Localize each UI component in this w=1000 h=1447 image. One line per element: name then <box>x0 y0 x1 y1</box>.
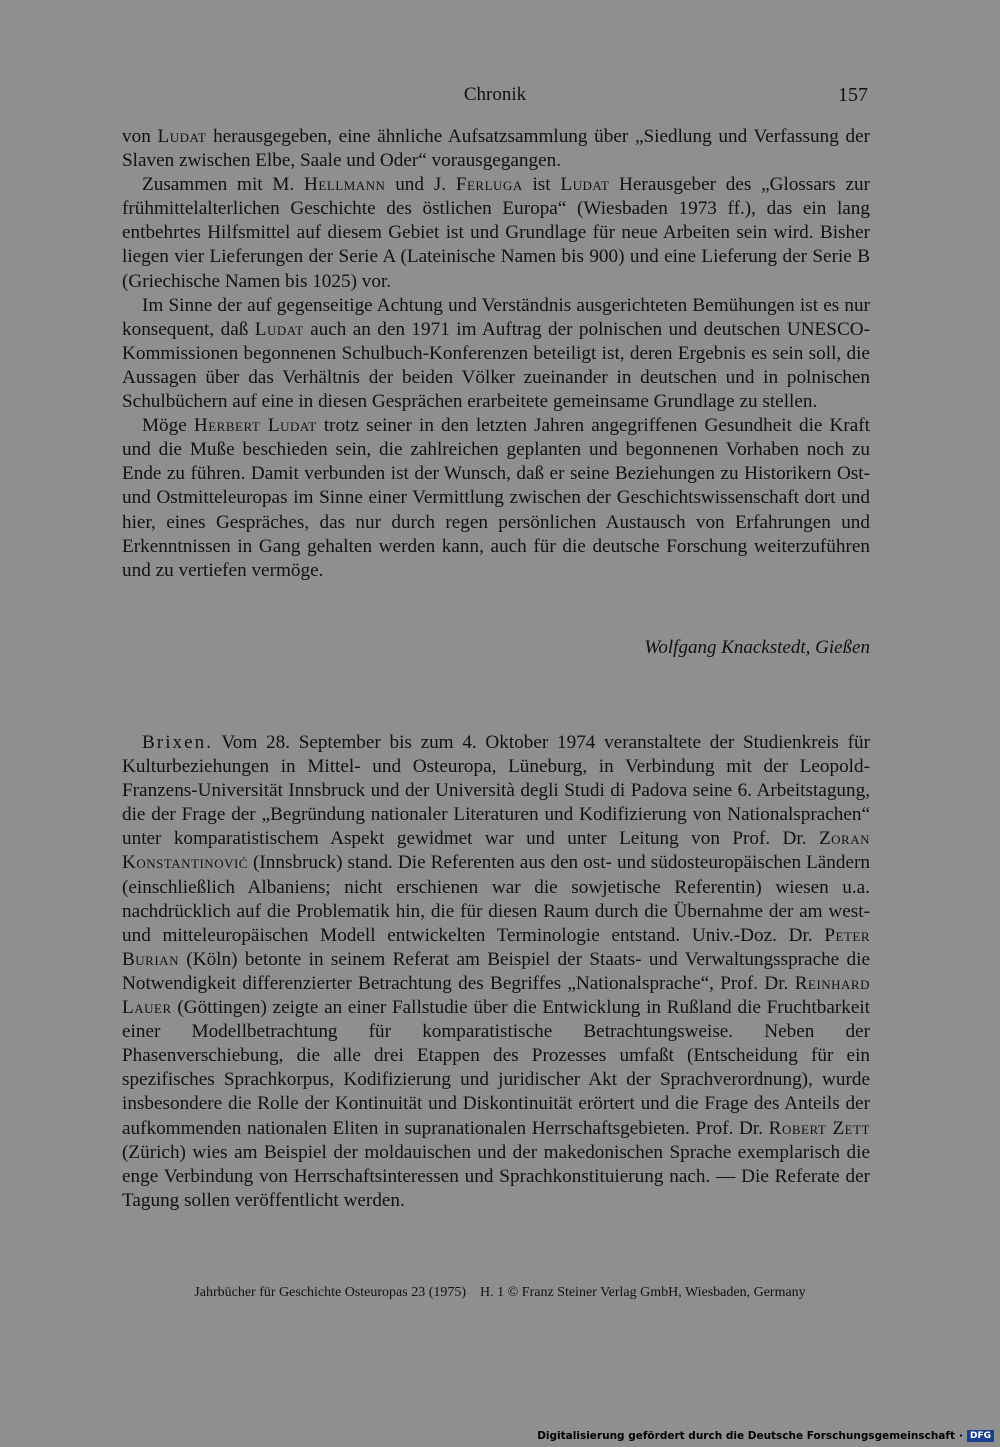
text-run: von <box>122 126 158 147</box>
dfg-notice-text: Digitalisierung gefördert durch die Deutsche Forschungsgemeinschaft <box>537 1430 955 1442</box>
text-run: Im Sinne der auf gegenseitige Achtung und Verständnis ausgerichteten Bemühungen ist es nur konsequent, daß <box>122 294 870 340</box>
person-name: Hellmann <box>304 174 386 196</box>
paragraph <box>122 125 870 173</box>
text-run: herausgegeben, eine ähnliche Aufsatzsammlung über „Siedlung und Verfassung der Slaven zwischen Elbe, Saale und Oder“ vorausgegangen. <box>122 126 871 172</box>
text-run: Zusammen mit M. <box>142 174 305 196</box>
page-number: 157 <box>838 84 868 106</box>
running-head-title: Chronik <box>463 84 527 105</box>
running-head <box>122 84 868 110</box>
journal-footer: Jahrbücher für Geschichte Osteuropas 23 (1975) H. 1 © Franz Steiner Verlag GmbH, Wiesbaden, Germany <box>194 1285 806 1300</box>
text-run: (Innsbruck) stand. Die Referenten aus den ost- und südosteuropäischen Ländern (einschließlich Albaniens; nicht erschienen war die sowjetische Referentin) wiesen u.a. nachdrücklich auf die Problematik hin, die für diesen Raum durch die Übernahme der am west- und mitteleuropäischen Modell entwickelten Terminologie entstand. Univ.-Doz. Dr. <box>122 852 870 946</box>
person-name: Zoran Konstantinović <box>122 828 870 874</box>
paragraph <box>122 414 870 583</box>
text-run: (Köln) betonte in seinem Referat am Beispiel der Staats- und Verwaltungssprache die Notwendigkeit differenzierter Betrachtung des Begriffes „Nationalsprache“, Prof. Dr. <box>122 948 870 994</box>
person-name: Robert Zett <box>768 1117 870 1139</box>
dfg-logo-icon: DFG <box>967 1430 994 1442</box>
text-run: und J. <box>385 174 456 196</box>
text-run: Herausgeber des „Glossars zur frühmittelalterlichen Geschichte des östlichen Europa“ (Wiesbaden 1973 ff.), das ein lang entbehrtes Hilfsmittel auf diesem Gebiet ist und Grundlage für neue Arbeiten sein wird. Bisher liegen vier Lieferungen der Serie A (Lateinische Namen bis 900) und eine Lieferung der Serie B (Griechische Namen bis 1025) vor. <box>122 174 871 292</box>
text-run: trotz seiner in den letzten Jahren angegriffenen Gesundheit die Kraft und die Muße beschieden sein, die zahlreichen geplanten und begonnenen Vorhaben noch zu Ende zu führen. Damit verbunden ist der Wunsch, daß er seine Beziehungen zu Historikern Ost- und Ostmitteleuropas im Sinne einer Vermittlung zwischen der Geschichtswissenschaft dort und hier, eines Gespräches, das nur durch regen persönlichen Austausch von Erfahrungen und Erkenntnissen in Gang gehalten werden kann, auch für die deutsche Forschung weiterzuführen und zu vertiefen vermöge. <box>122 415 870 581</box>
person-name: Reinhard Lauer <box>122 972 870 1019</box>
paragraph <box>122 731 870 1213</box>
person-name: Ferluga <box>455 174 523 196</box>
chronicle-section-ludat <box>122 125 870 583</box>
chronicle-section-brixen <box>122 731 870 1213</box>
place-heading: Brixen. <box>142 732 214 753</box>
person-name: Ludat <box>560 174 610 196</box>
person-name: Peter Burian <box>122 924 870 970</box>
person-name: Herbert Ludat <box>193 415 317 437</box>
person-name: Ludat <box>254 318 304 340</box>
dfg-separator: · <box>958 1430 963 1442</box>
text-run: (Zürich) wies am Beispiel der moldauischen und der makedonischen Sprache exemplarisch die enge Verbindung von Herrschaftsinteressen und Sprachkonstituierung nach. — Die Referate der Tagung sollen veröffentlicht werden. <box>122 1141 870 1211</box>
author-signature: Wolfgang Knackstedt, Gießen <box>644 637 870 658</box>
paragraph <box>122 294 870 414</box>
text-run: (Göttingen) zeigte an einer Fallstudie über die Entwicklung in Rußland die Fruchtbarkeit einer Modellbetrachtung für komparatistische Betrachtungsweise. Neben der Phasenverschiebung, die alle drei Etappen des Prozesses umfaßt (Entscheidung für ein spezifisches Sprachkorpus, Kodifizierung und juridischer Akt der Sprachverordnung), wurde insbesondere die Rolle der Kontinuität und Diskontinuität erörtert und die Frage des Anteils der aufkommenden nationalen Eliten in supranationalen Herrschaftsgebieten. Prof. Dr. <box>122 997 870 1139</box>
text-run: auch an den 1971 im Auftrag der polnischen und deutschen UNESCO-Kommissionen begonnenen Schulbuch-Konferenzen beteiligt ist, deren Ergebnis es sein soll, die Aussagen über das Verhältnis der beiden Völker zueinander in deutschen und in polnischen Schulbüchern auf eine in diesen Gesprächen erarbeitete gemeinsame Grundlage zu stellen. <box>122 318 870 413</box>
text-run: ist <box>522 174 561 196</box>
person-name: Ludat <box>157 126 207 147</box>
text-run: Möge <box>142 415 194 437</box>
dfg-funding-notice <box>537 1428 994 1444</box>
paragraph <box>122 173 870 293</box>
text-run: Vom 28. September bis zum 4. Oktober 1974 veranstaltete der Studienkreis für Kulturbeziehungen in Mittel- und Osteuropa, Lüneburg, in Verbindung mit der Leopold-Franzens-Universität Innsbruck und der Università degli Studi di Padova seine 6. Arbeitstagung, die der Frage der „Begründung nationaler Literaturen und Kodifizierung von Nationalsprachen“ unter komparatistischem Aspekt gewidmet war und unter Leitung von Prof. Dr. <box>122 732 870 850</box>
